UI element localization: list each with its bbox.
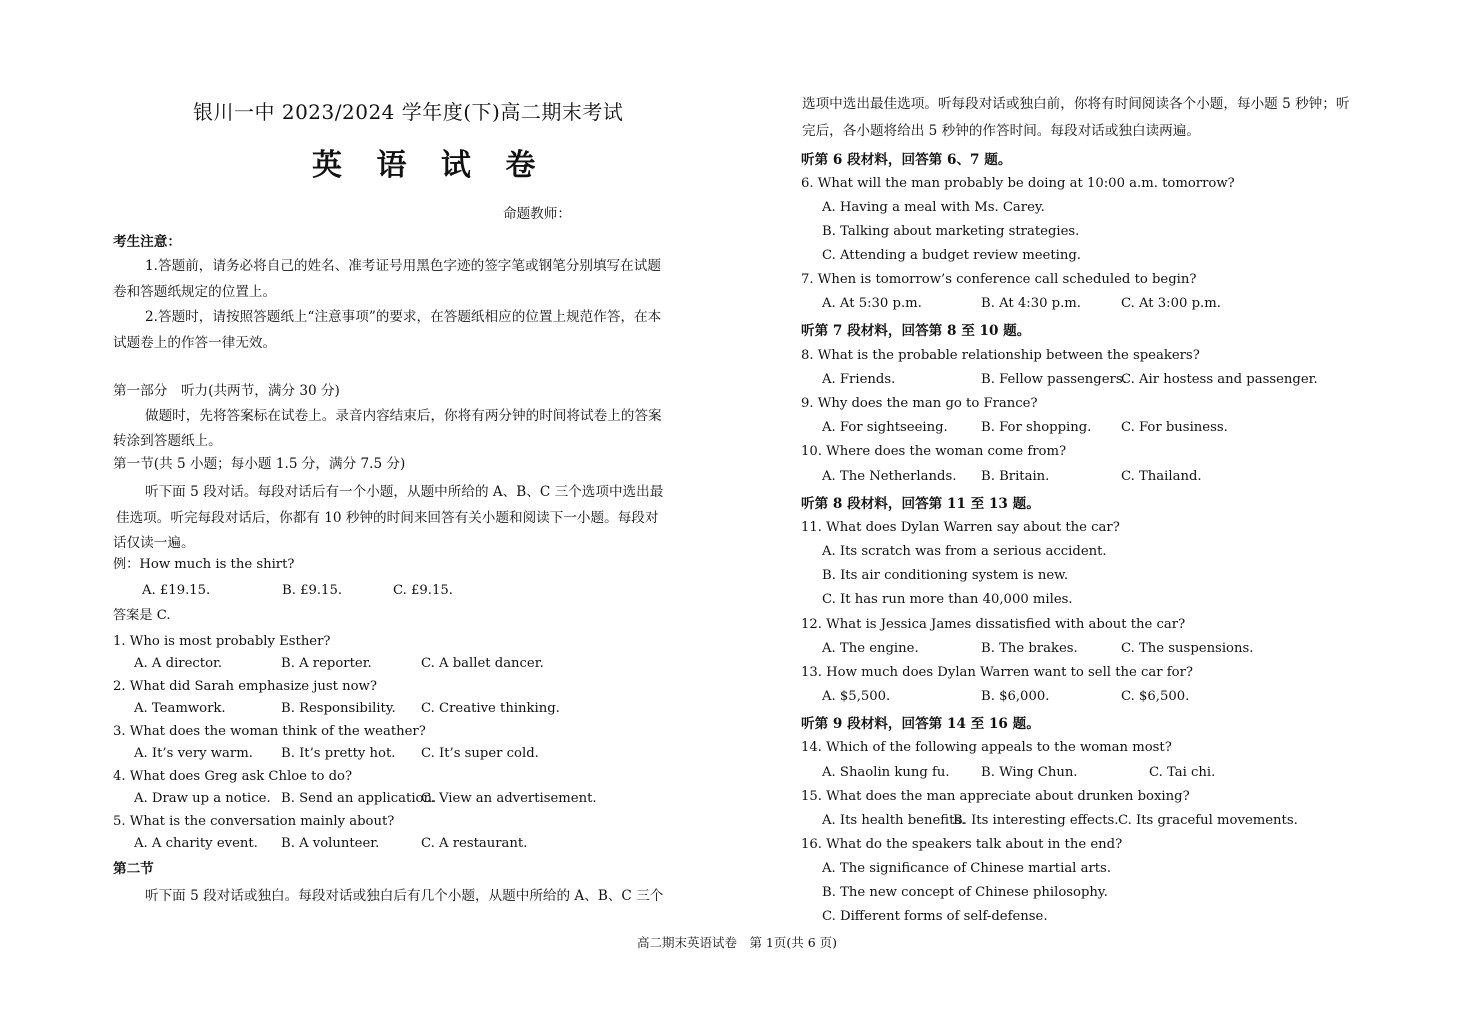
question-text: 6. What will the man probably be doing at 10:00 a.m. tomorrow? bbox=[801, 176, 1235, 191]
option-c: C. Air hostess and passenger. bbox=[1121, 372, 1318, 387]
question-text: 4. What does Greg ask Chloe to do? bbox=[113, 769, 353, 784]
option-b: B. Wing Chun. bbox=[981, 765, 1078, 780]
question-text: 2. What did Sarah emphasize just now? bbox=[113, 679, 377, 694]
option-a: A. A director. bbox=[134, 656, 223, 671]
question-text: 13. How much does Dylan Warren want to sell the car for? bbox=[801, 665, 1193, 680]
option-a: A. Friends. bbox=[822, 372, 896, 387]
notice-line: 试题卷上的作答一律无效。 bbox=[113, 335, 277, 351]
question-text: 3. What does the woman think of the weather? bbox=[113, 724, 426, 739]
option-b: B. A reporter. bbox=[281, 656, 372, 671]
page-footer: 高二期末英语试卷 第 1页(共 6 页) bbox=[636, 935, 838, 950]
option-a: A. Having a meal with Ms. Carey. bbox=[822, 200, 1045, 215]
question-text: 5. What is the conversation mainly about? bbox=[113, 814, 395, 829]
material-heading: 听第 9 段材料，回答第 14 至 16 题。 bbox=[801, 716, 1040, 732]
option-b: B. Britain. bbox=[981, 469, 1050, 484]
question-text: 7. When is tomorrow’s conference call scheduled to begin? bbox=[801, 272, 1197, 287]
option-b: B. Talking about marketing strategies. bbox=[822, 224, 1080, 239]
question-options bbox=[822, 420, 1362, 436]
option-b: B. $6,000. bbox=[981, 689, 1050, 704]
option-a: A. For sightseeing. bbox=[822, 420, 948, 435]
option-b: B. For shopping. bbox=[981, 420, 1092, 435]
option-b: B. Fellow passengers. bbox=[981, 372, 1127, 387]
exam-title: 银川一中 2023/2024 学年度(下)高二期末考试 bbox=[193, 100, 624, 124]
question-options bbox=[822, 641, 1362, 657]
section1-intro: 听下面 5 段对话。每段对话后有一个小题，从题中所给的 A、B、C 三个选项中选出最 bbox=[145, 484, 664, 500]
option-a: A. At 5:30 p.m. bbox=[822, 296, 922, 311]
subject-title: 英 语 试 卷 bbox=[312, 148, 548, 183]
question-text: 9. Why does the man go to France? bbox=[801, 396, 1038, 411]
question-options bbox=[822, 296, 1362, 312]
section1-heading: 第一节(共 5 小题；每小题 1.5 分，满分 7.5 分) bbox=[113, 456, 406, 472]
option-b: B. The new concept of Chinese philosophy. bbox=[822, 885, 1108, 900]
option-a: A. Its health benefits. bbox=[822, 813, 966, 828]
notice-line: 1.答题前，请务必将自己的姓名、准考证号用黑色字迹的签字笔或钢笔分别填写在试题 bbox=[145, 258, 661, 274]
option-c: C. Tai chi. bbox=[1149, 765, 1216, 780]
question-text: 1. Who is most probably Esther? bbox=[113, 634, 331, 649]
option-b: B. A volunteer. bbox=[281, 836, 380, 851]
option-c: C. View an advertisement. bbox=[421, 791, 597, 806]
option-b: B. Responsibility. bbox=[281, 701, 396, 716]
option-b: B. £9.15. bbox=[282, 583, 343, 598]
example-question: 例：How much is the shirt? bbox=[113, 557, 295, 572]
question-options bbox=[134, 656, 634, 672]
material-heading: 听第 6 段材料，回答第 6、7 题。 bbox=[801, 152, 1012, 168]
option-c: C. A ballet dancer. bbox=[421, 656, 544, 671]
option-b: B. It’s pretty hot. bbox=[281, 746, 396, 761]
option-c: C. Different forms of self-defense. bbox=[822, 909, 1048, 924]
question-text: 8. What is the probable relationship between the speakers? bbox=[801, 348, 1200, 363]
section2-intro: 完后，各小题将给出 5 秒钟的作答时间。每段对话或独白读两遍。 bbox=[802, 123, 1200, 139]
option-a: A. Draw up a notice. bbox=[134, 791, 271, 806]
section2-intro: 听下面 5 段对话或独白。每段对话或独白后有几个小题，从题中所给的 A、B、C 三个 bbox=[145, 888, 664, 904]
option-b: B. Send an application. bbox=[281, 791, 437, 806]
example-answer: 答案是 C. bbox=[113, 608, 171, 623]
option-a: A. A charity event. bbox=[134, 836, 258, 851]
part1-intro: 做题时，先将答案标在试卷上。录音内容结束后，你将有两分钟的时间将试卷上的答案 bbox=[145, 408, 662, 424]
material-heading: 听第 8 段材料，回答第 11 至 13 题。 bbox=[801, 496, 1040, 512]
option-b: B. At 4:30 p.m. bbox=[981, 296, 1081, 311]
option-a: A. Its scratch was from a serious accident. bbox=[822, 544, 1107, 559]
notice-heading: 考生注意： bbox=[113, 234, 181, 250]
question-options bbox=[822, 765, 1362, 781]
part1-heading: 第一部分 听力(共两节，满分 30 分) bbox=[113, 383, 340, 399]
example-options bbox=[142, 583, 542, 599]
option-c: C. Creative thinking. bbox=[421, 701, 560, 716]
option-c: C. The suspensions. bbox=[1121, 641, 1254, 656]
part1-intro: 转涂到答题纸上。 bbox=[113, 433, 222, 449]
option-c: C. A restaurant. bbox=[421, 836, 528, 851]
option-a: A. The Netherlands. bbox=[822, 469, 957, 484]
option-a: A. It’s very warm. bbox=[134, 746, 253, 761]
option-a: A. Teamwork. bbox=[134, 701, 226, 716]
question-options bbox=[134, 746, 634, 762]
section1-intro: 话仅读一遍。 bbox=[113, 535, 195, 551]
option-b: B. Its interesting effects. bbox=[953, 813, 1119, 828]
question-text: 16. What do the speakers talk about in the end? bbox=[801, 837, 1123, 852]
option-b: B. Its air conditioning system is new. bbox=[822, 568, 1069, 583]
option-c: C. £9.15. bbox=[393, 583, 453, 598]
option-c: C. Attending a budget review meeting. bbox=[822, 248, 1081, 263]
question-options bbox=[822, 372, 1362, 388]
question-options bbox=[134, 791, 634, 807]
question-options bbox=[822, 689, 1362, 705]
question-options bbox=[822, 469, 1362, 485]
material-heading: 听第 7 段材料，回答第 8 至 10 题。 bbox=[801, 323, 1031, 339]
option-a: A. $5,500. bbox=[822, 689, 891, 704]
question-options bbox=[134, 701, 634, 717]
question-options bbox=[822, 813, 1362, 829]
question-text: 11. What does Dylan Warren say about the car? bbox=[801, 520, 1120, 535]
option-a: A. Shaolin kung fu. bbox=[822, 765, 950, 780]
section2-heading: 第二节 bbox=[113, 861, 154, 877]
option-c: C. At 3:00 p.m. bbox=[1121, 296, 1221, 311]
option-a: A. The significance of Chinese martial arts. bbox=[822, 861, 1112, 876]
option-c: C. $6,500. bbox=[1121, 689, 1190, 704]
question-text: 12. What is Jessica James dissatisfied with about the car? bbox=[801, 617, 1186, 632]
option-c: C. It has run more than 40,000 miles. bbox=[822, 592, 1073, 607]
teacher-label: 命题教师： bbox=[503, 206, 571, 222]
option-c: C. Its graceful movements. bbox=[1118, 813, 1298, 828]
question-options bbox=[134, 836, 634, 852]
question-text: 14. Which of the following appeals to the woman most? bbox=[801, 740, 1172, 755]
notice-line: 2.答题时，请按照答题纸上“注意事项”的要求，在答题纸相应的位置上规范作答，在本 bbox=[145, 309, 662, 325]
section1-intro: 佳选项。听完每段对话后，你都有 10 秒钟的时间来回答有关小题和阅读下一小题。每段对 bbox=[116, 510, 659, 526]
section2-intro: 选项中选出最佳选项。听每段对话或独白前，你将有时间阅读各个小题，每小题 5 秒钟；听 bbox=[802, 96, 1350, 112]
notice-line: 卷和答题纸规定的位置上。 bbox=[113, 284, 277, 300]
question-text: 15. What does the man appreciate about drunken boxing? bbox=[801, 789, 1190, 804]
option-a: A. £19.15. bbox=[142, 583, 211, 598]
option-c: C. It’s super cold. bbox=[421, 746, 539, 761]
question-text: 10. Where does the woman come from? bbox=[801, 444, 1067, 459]
option-b: B. The brakes. bbox=[981, 641, 1078, 656]
option-a: A. The engine. bbox=[822, 641, 919, 656]
option-c: C. For business. bbox=[1121, 420, 1228, 435]
option-c: C. Thailand. bbox=[1121, 469, 1202, 484]
